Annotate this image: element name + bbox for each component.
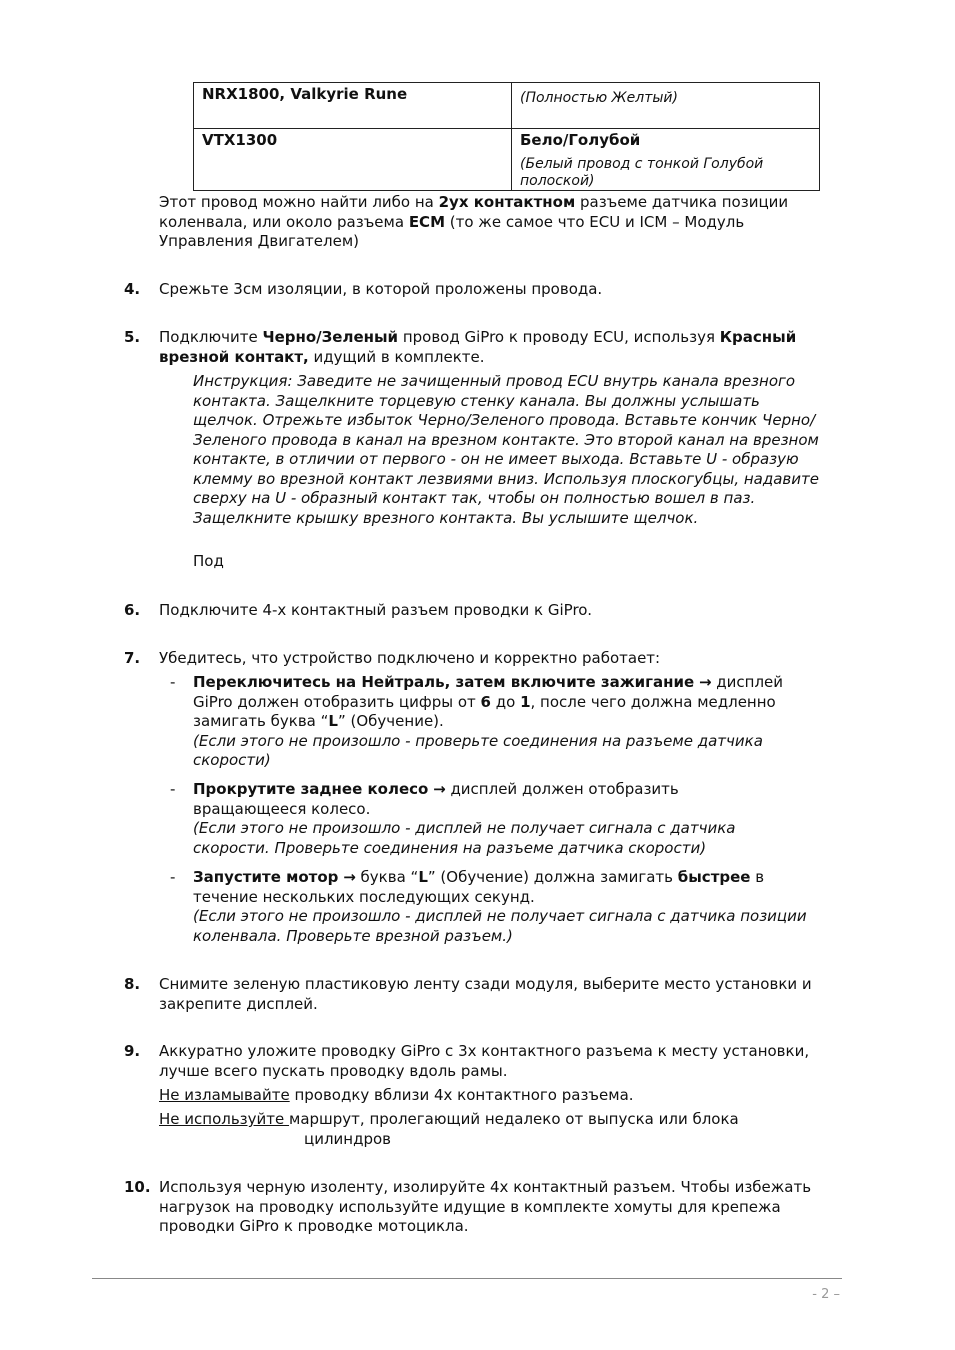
color-note-cell: (Полностью Желтый) <box>512 83 820 129</box>
check-note: (Если этого не произошло - дисплей не получает сигнала с датчика позиции коленвала. Проверьте врезной разъем.) <box>193 907 807 945</box>
wire-color-table <box>193 82 820 191</box>
step-8-text: Снимите зеленую пластиковую ленту сзади модуля, выберите место установки и закрепите дисплей. <box>159 975 812 1013</box>
check-item-wheel: Прокрутите заднее колесо → дисплей должен отобразить вращающееся колесо. (Если этого не произошло - дисплей не получает сигнала с датчика скорости. Проверьте соединения на разъеме датчика скорости) <box>193 780 736 857</box>
step-4-text: Срежьте 3см изоляции, в которой проложены провода. <box>159 280 603 298</box>
step-9-note-2: Не используйте маршрут, пролегающий недалеко от выпуска или блока <box>159 1110 739 1128</box>
step-number: 7. <box>124 649 141 667</box>
check-note: (Если этого не произошло - проверьте соединения на разъеме датчика скорости) <box>193 731 763 769</box>
step-6-text: Подключите 4-х контактный разъем проводки к GiPro. <box>159 601 592 619</box>
color-note: (Белый провод с тонкой Голубой полоской) <box>520 155 764 189</box>
intro-paragraph: Этот провод можно найти либо на 2ух контактном разъеме датчика позиции коленвала, или около разъема ECM (то же самое что ECU и ICM – Модуль Управления Двигателем) <box>159 193 789 250</box>
step-9-note-1: Не изламывайте проводку вблизи 4х контактного разъема. <box>159 1086 634 1104</box>
step-number: 10. <box>124 1178 151 1196</box>
table-row <box>194 83 820 129</box>
step-5-text: Подключите Черно/Зеленый провод GiPro к проводу ECU, используя Красный врезной контакт, идущий в комплекте. <box>159 328 797 366</box>
step-10-text: Используя черную изоленту, изолируйте 4х контактный разъем. Чтобы избежать нагрузок на проводку используйте идущие в комплекте хомуты для крепежа проводки GiPro к проводке мотоцикла. <box>159 1178 812 1235</box>
color-cell: Бело/Голубой (Белый провод с тонкой Голубой полоской) <box>512 129 820 191</box>
model-cell: VTX1300 <box>194 129 512 191</box>
step-number: 4. <box>124 280 141 298</box>
step-7-text: Убедитесь, что устройство подключено и корректно работает: <box>159 649 661 667</box>
step-number: 5. <box>124 328 141 346</box>
footer-divider <box>92 1278 842 1279</box>
step-9-note-2-cont: цилиндров <box>304 1130 392 1148</box>
step-number: 8. <box>124 975 141 993</box>
page-number: - 2 – <box>812 1287 840 1302</box>
step-number: 9. <box>124 1042 141 1060</box>
check-note: (Если этого не произошло - дисплей не получает сигнала с датчика скорости. Проверьте соединения на разъеме датчика скорости) <box>193 819 736 857</box>
step-number: 6. <box>124 601 141 619</box>
check-item-engine: Запустите мотор → буква “L” (Обучение) должна замигать быстрее в течение нескольких последующих секунд. (Если этого не произошло - дисплей не получает сигнала с датчика позиции коленвала. Проверьте врезной разъем.) <box>193 868 807 945</box>
check-item-neutral: Переключитесь на Нейтраль, затем включите зажигание → дисплей GiPro должен отобразить цифры от 6 до 1, после чего должна медленно замигать буква “L” (Обучение). (Если этого не произошло - проверьте соединения на разъеме датчика скорости) <box>193 673 784 769</box>
step-9-text: Аккуратно уложите проводку GiPro с 3х контактного разъема к месту установки, лучше всего пускать проводку вдоль рамы. <box>159 1042 810 1080</box>
model-cell: NRX1800, Valkyrie Rune <box>194 83 512 129</box>
list-dash: - <box>170 780 176 798</box>
arrow-right-icon: → <box>433 780 446 798</box>
arrow-right-icon: → <box>698 673 712 691</box>
arrow-right-icon: → <box>343 868 356 886</box>
step-5-tail: Под <box>193 552 224 570</box>
table-row <box>194 129 820 191</box>
list-dash: - <box>170 673 176 691</box>
step-5-instruction: Инструкция: Заведите не зачищенный провод ECU внутрь канала врезного контакта. Защелкните торцевую стенку канала. Вы должны услышать щелчок. Отрежьте избыток Черно/Зеленого провода. Вставьте кончик Черно/Зеленого провода в канал на врезном контакте. Это второй канал на врезном контакте, в отличии от первого - он не имеет выхода. Вставьте U - образую клемму во врезной контакт лезвиями вниз. Используя плоскогубцы, надавите сверху на U - образный контакт так, чтобы он полностью вошел в паз. Защелкните крышку врезного контакта. Вы услышите щелчок. <box>193 372 819 527</box>
list-dash: - <box>170 868 176 886</box>
